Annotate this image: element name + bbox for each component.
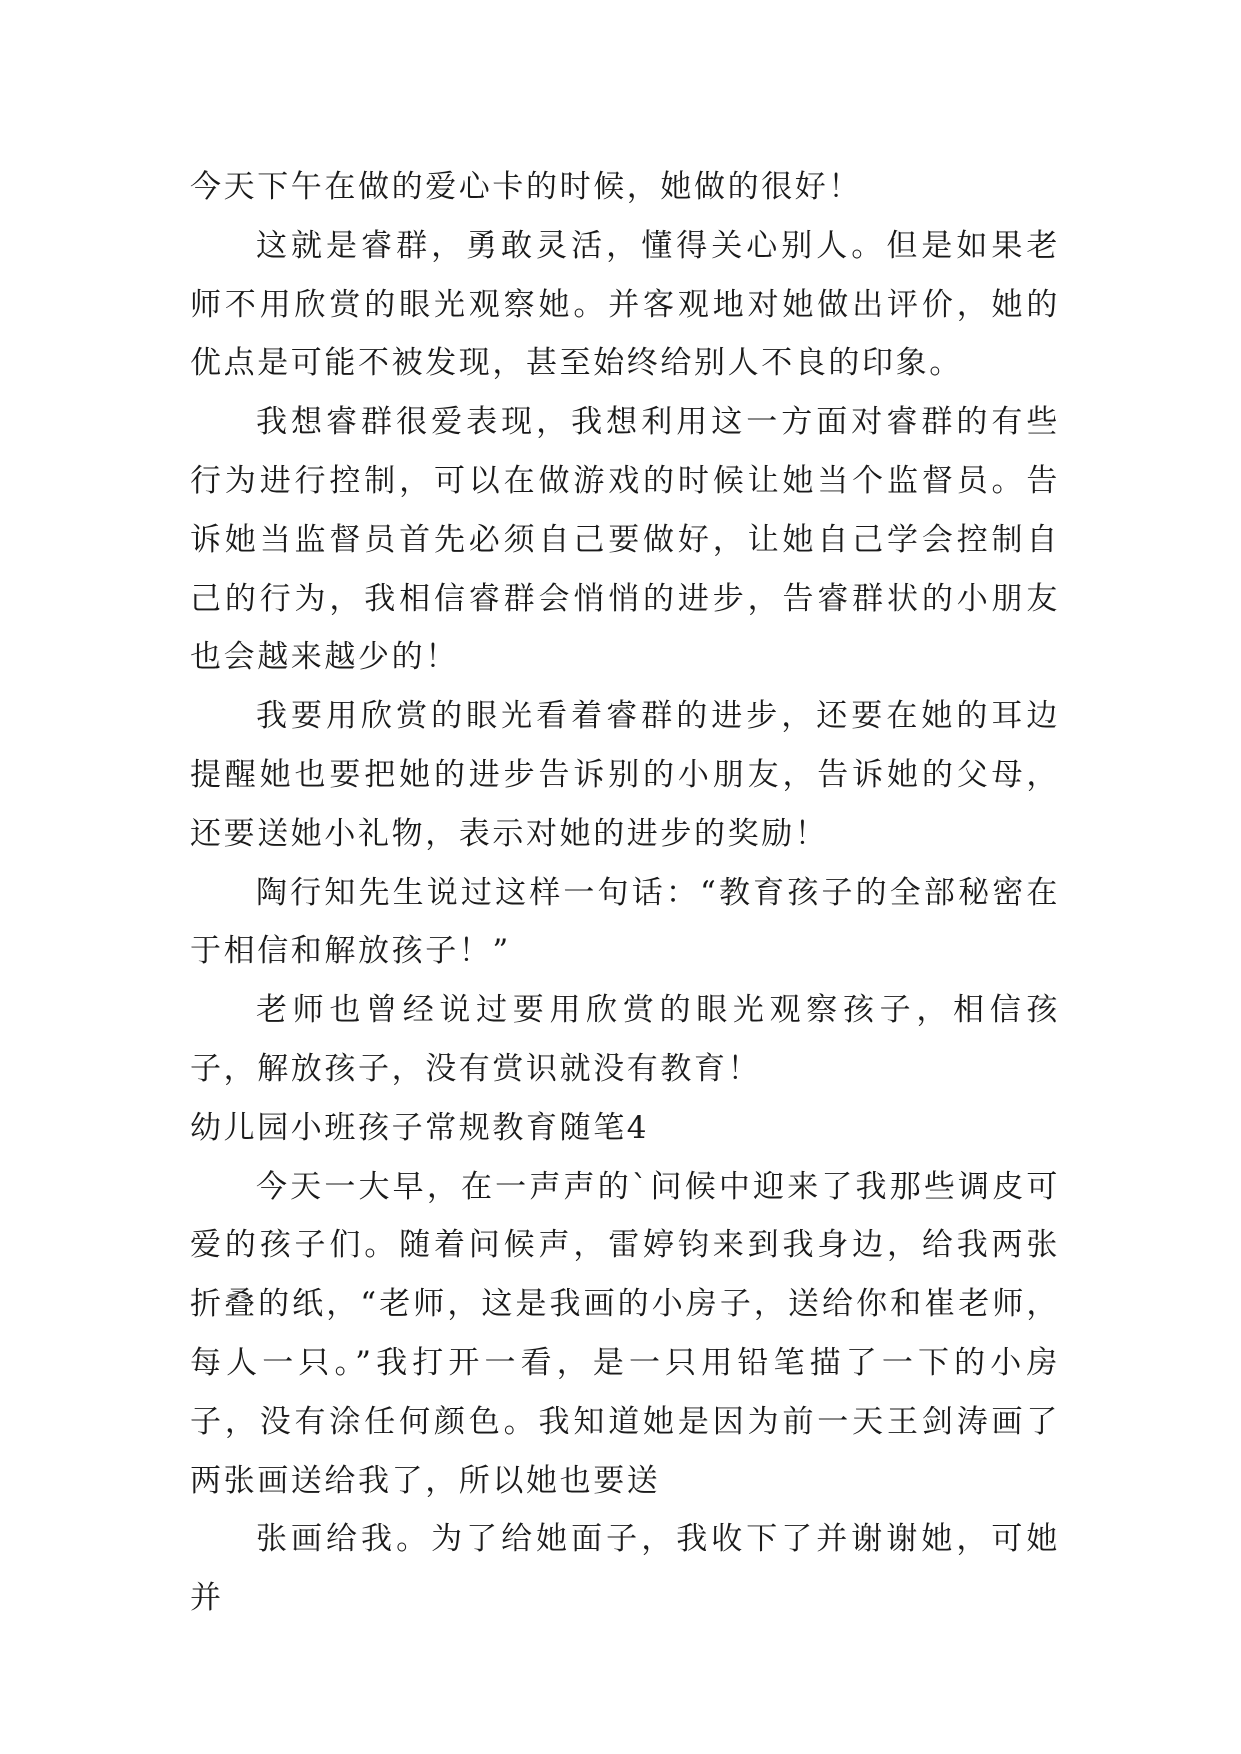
section-heading: 幼儿园小班孩子常规教育随笔4 xyxy=(190,1109,650,1146)
paragraph-7: 今天一大早，在一声声的`问候中迎来了我那些调皮可爱的孩子们。随着问候声，雷婷钧来到我身边，给我两张折叠的纸，“老师，这是我画的小房子，送给你和崔老师，每人一只。”我打开一看，是一只用铅笔描了一下的小房子，没有涂任何颜色。我知道她是因为前一天王剑涛画了两张画送给我了，所以她也要送 xyxy=(190,1168,1060,1499)
paragraph-4: 我要用欣赏的眼光看着睿群的进步，还要在她的耳边提醒她也要把她的进步告诉别的小朋友，告诉她的父母，还要送她小礼物，表示对她的进步的奖励！ xyxy=(190,698,1060,852)
paragraph-6: 老师也曾经说过要用欣赏的眼光观察孩子，相信孩子，解放孩子，没有赏识就没有教育！ xyxy=(190,992,1060,1087)
paragraph-3: 我想睿群很爱表现，我想利用这一方面对睿群的有些行为进行控制，可以在做游戏的时候让她当个监督员。告诉她当监督员首先必须自己要做好，让她自己学会控制自己的行为，我相信睿群会悄悄的进步，告睿群状的小朋友也会越来越少的！ xyxy=(190,404,1060,676)
paragraph-8: 张画给我。为了给她面子，我收下了并谢谢她，可她并 xyxy=(190,1521,1060,1617)
paragraph-1: 今天下午在做的爱心卡的时候，她做的很好！ xyxy=(190,169,862,205)
document-page xyxy=(190,158,1060,1628)
paragraph-5: 陶行知先生说过这样一句话：“教育孩子的全部秘密在于相信和解放孩子！” xyxy=(190,874,1060,970)
paragraph-2: 这就是睿群，勇敢灵活，懂得关心别人。但是如果老师不用欣赏的眼光观察她。并客观地对她做出评价，她的优点是可能不被发现，甚至始终给别人不良的印象。 xyxy=(190,227,1060,382)
